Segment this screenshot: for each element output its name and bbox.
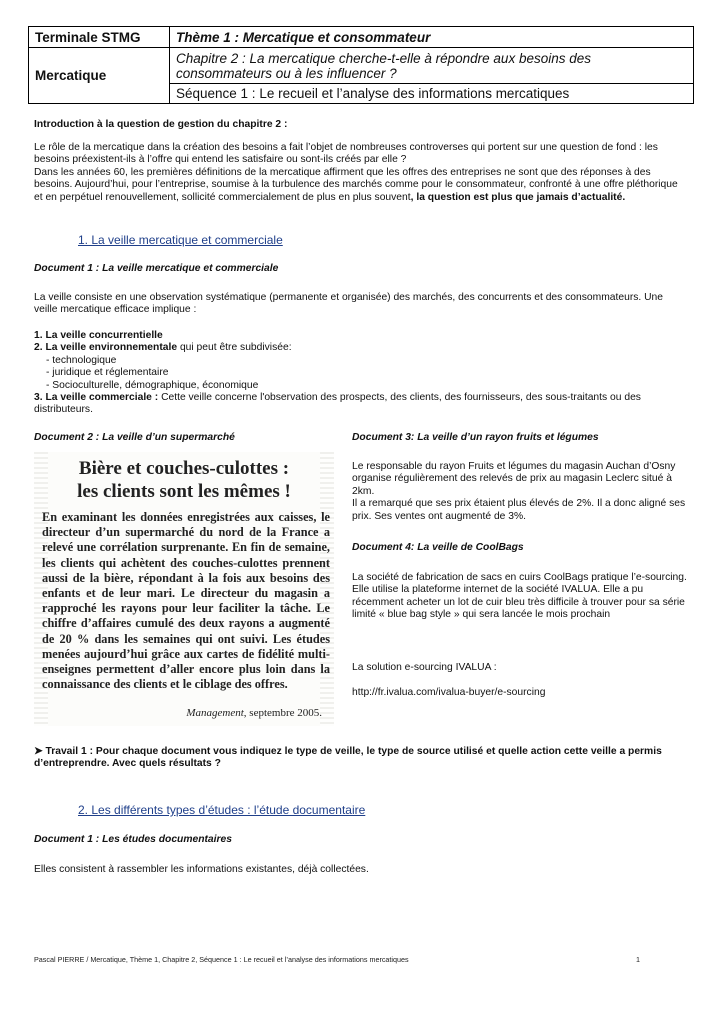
article-headline-2: les clients sont les mêmes ! (77, 481, 291, 502)
doc1-title: Document 1 : La veille mercatique et commerciale (34, 263, 279, 274)
veille-list (34, 330, 686, 417)
page-footer: Pascal PIERRE / Mercatique, Thème 1, Chapitre 2, Séquence 1 : Le recueil et l’analyse des informations mercatiques (34, 955, 409, 964)
doc4-title: Document 4: La veille de CoolBags (352, 542, 524, 553)
doc3-text-2: Il a remarqué que ses prix étaient plus élevés de 2%. Il a donc aligné ses prix. Ses ventes ont augmenté de 3%. (352, 498, 686, 522)
doc1-text: La veille consiste en une observation systématique (permanente et organisée) des marchés, des concurrents et des consommateurs. Une veille mercatique efficace implique : (34, 292, 664, 316)
doc3-title: Document 3: La veille d’un rayon fruits et légumes (352, 432, 599, 443)
arrow-bullet-icon: ➤ (34, 746, 46, 757)
section-2-title: 2. Les différents types d’études : l’étude documentaire (78, 803, 366, 817)
veille-item-1: 1. La veille concurrentielle (34, 330, 163, 341)
theme-cell: Thème 1 : Mercatique et consommateur (170, 27, 694, 48)
veille-sub-3: - Socioculturelle, démographique, économique (46, 379, 259, 391)
intro-heading: Introduction à la question de gestion du chapitre 2 : (34, 119, 288, 130)
intro-text-1: Le rôle de la mercatique dans la création des besoins a fait l’objet de nombreuses controverses qui portent sur une question de fond : les besoins préexistent-ils à l’offre qui entend les satisfaire ou sont-ils créés par elle ? (34, 142, 658, 166)
page-number: 1 (636, 955, 640, 964)
intro-text-2: Dans les années 60, les premières définitions de la mercatique affirment que les offres des entreprises ne sont que des réponses à des besoins. Aujourd’hui, pour l’entreprise, soumise à la turbulence des marchés comme pour le consommateur, confronté à une offre pléthorique et en perpétuel renouvellement, sollicité commercialement de plus en plus souvent (34, 166, 678, 203)
subject-cell (29, 48, 170, 104)
section2-doc1-text: Elles consistent à rassembler les informations existantes, déjà collectées. (34, 864, 369, 875)
travail-1-text: Travail 1 : Pour chaque document vous indiquez le type de veille, le type de source utilisé et quelle action cette veille a permis d’entreprendre. Avec quels résultats ? (34, 746, 662, 770)
chapter-cell: Chapitre 2 : La mercatique cherche-t-elle à répondre aux besoins des consommateurs ou à les influencer ? (170, 48, 694, 84)
travail-1 (34, 746, 686, 771)
section-1-title: 1. La veille mercatique et commerciale (78, 233, 283, 247)
subject-label: Mercatique (35, 68, 107, 83)
doc4-text: La société de fabrication de sacs en cuirs CoolBags pratique l’e-sourcing. Elle utilise la plateforme internet de la société IVALUA. Elle a pu récemment acheter un lot de cuir bleu très difficile à trouver pour sa série limité « blue bag style » qui sera lancée le mois prochain (352, 572, 687, 621)
veille-sub-2: - juridique et réglementaire (46, 367, 169, 379)
intro-paragraph (34, 142, 686, 204)
veille-sub-1: - technologique (46, 354, 117, 366)
article-headline-1: Bière et couches-culottes : (78, 458, 290, 479)
article-body: En examinant les données enregistrées aux caisses, le directeur d’un supermarché du nord de la France a relevé une corrélation surprenante. En fin de semaine, les clients qui achètent des couches-culottes prennent aussi de la bière, répondant à la fois aux besoins des enfants et de leur mari. Le directeur du magasin a rapproché les rayons pour leur faciliter la tâche. Le chiffre d’affaires cumulé des deux rayons a augmenté de 20 % dans les semaines qui ont suivi. Les études menées aujourd’hui grâce aux cartes de fidélité multi-enseignes permettent d’aller encore plus loin dans la connaissance des clients et le ciblage des offres. (42, 510, 330, 692)
veille-item-2: 2. La veille environnementale qui peut être subdivisée: (34, 342, 292, 354)
sequence-cell: Séquence 1 : Le recueil et l’analyse des informations mercatiques (170, 84, 694, 104)
doc3-text (352, 461, 692, 523)
header-table (28, 26, 694, 104)
doc4-url[interactable]: http://fr.ivalua.com/ivalua-buyer/e-sourcing (352, 687, 546, 698)
doc3-text-1: Le responsable du rayon Fruits et légumes du magasin Auchan d’Osny organise régulièrement des relevés de prix au magasin Leclerc situé à 2km. (352, 461, 676, 497)
scanned-article (34, 452, 334, 726)
doc4-solution: La solution e-sourcing IVALUA : (352, 662, 497, 673)
section2-doc1-title: Document 1 : Les études documentaires (34, 834, 232, 845)
veille-item-3: 3. La veille commerciale : Cette veille concerne l'observation des prospects, des clients, des fournisseurs, des sous-traitants ou des distributeurs. (34, 392, 641, 416)
doc2-title: Document 2 : La veille d’un supermarché (34, 432, 235, 443)
class-cell: Terminale STMG (29, 27, 170, 48)
intro-text-2-bold: , la question est plus que jamais d’actualité. (410, 191, 626, 203)
article-source: Management, septembre 2005. (186, 707, 322, 719)
